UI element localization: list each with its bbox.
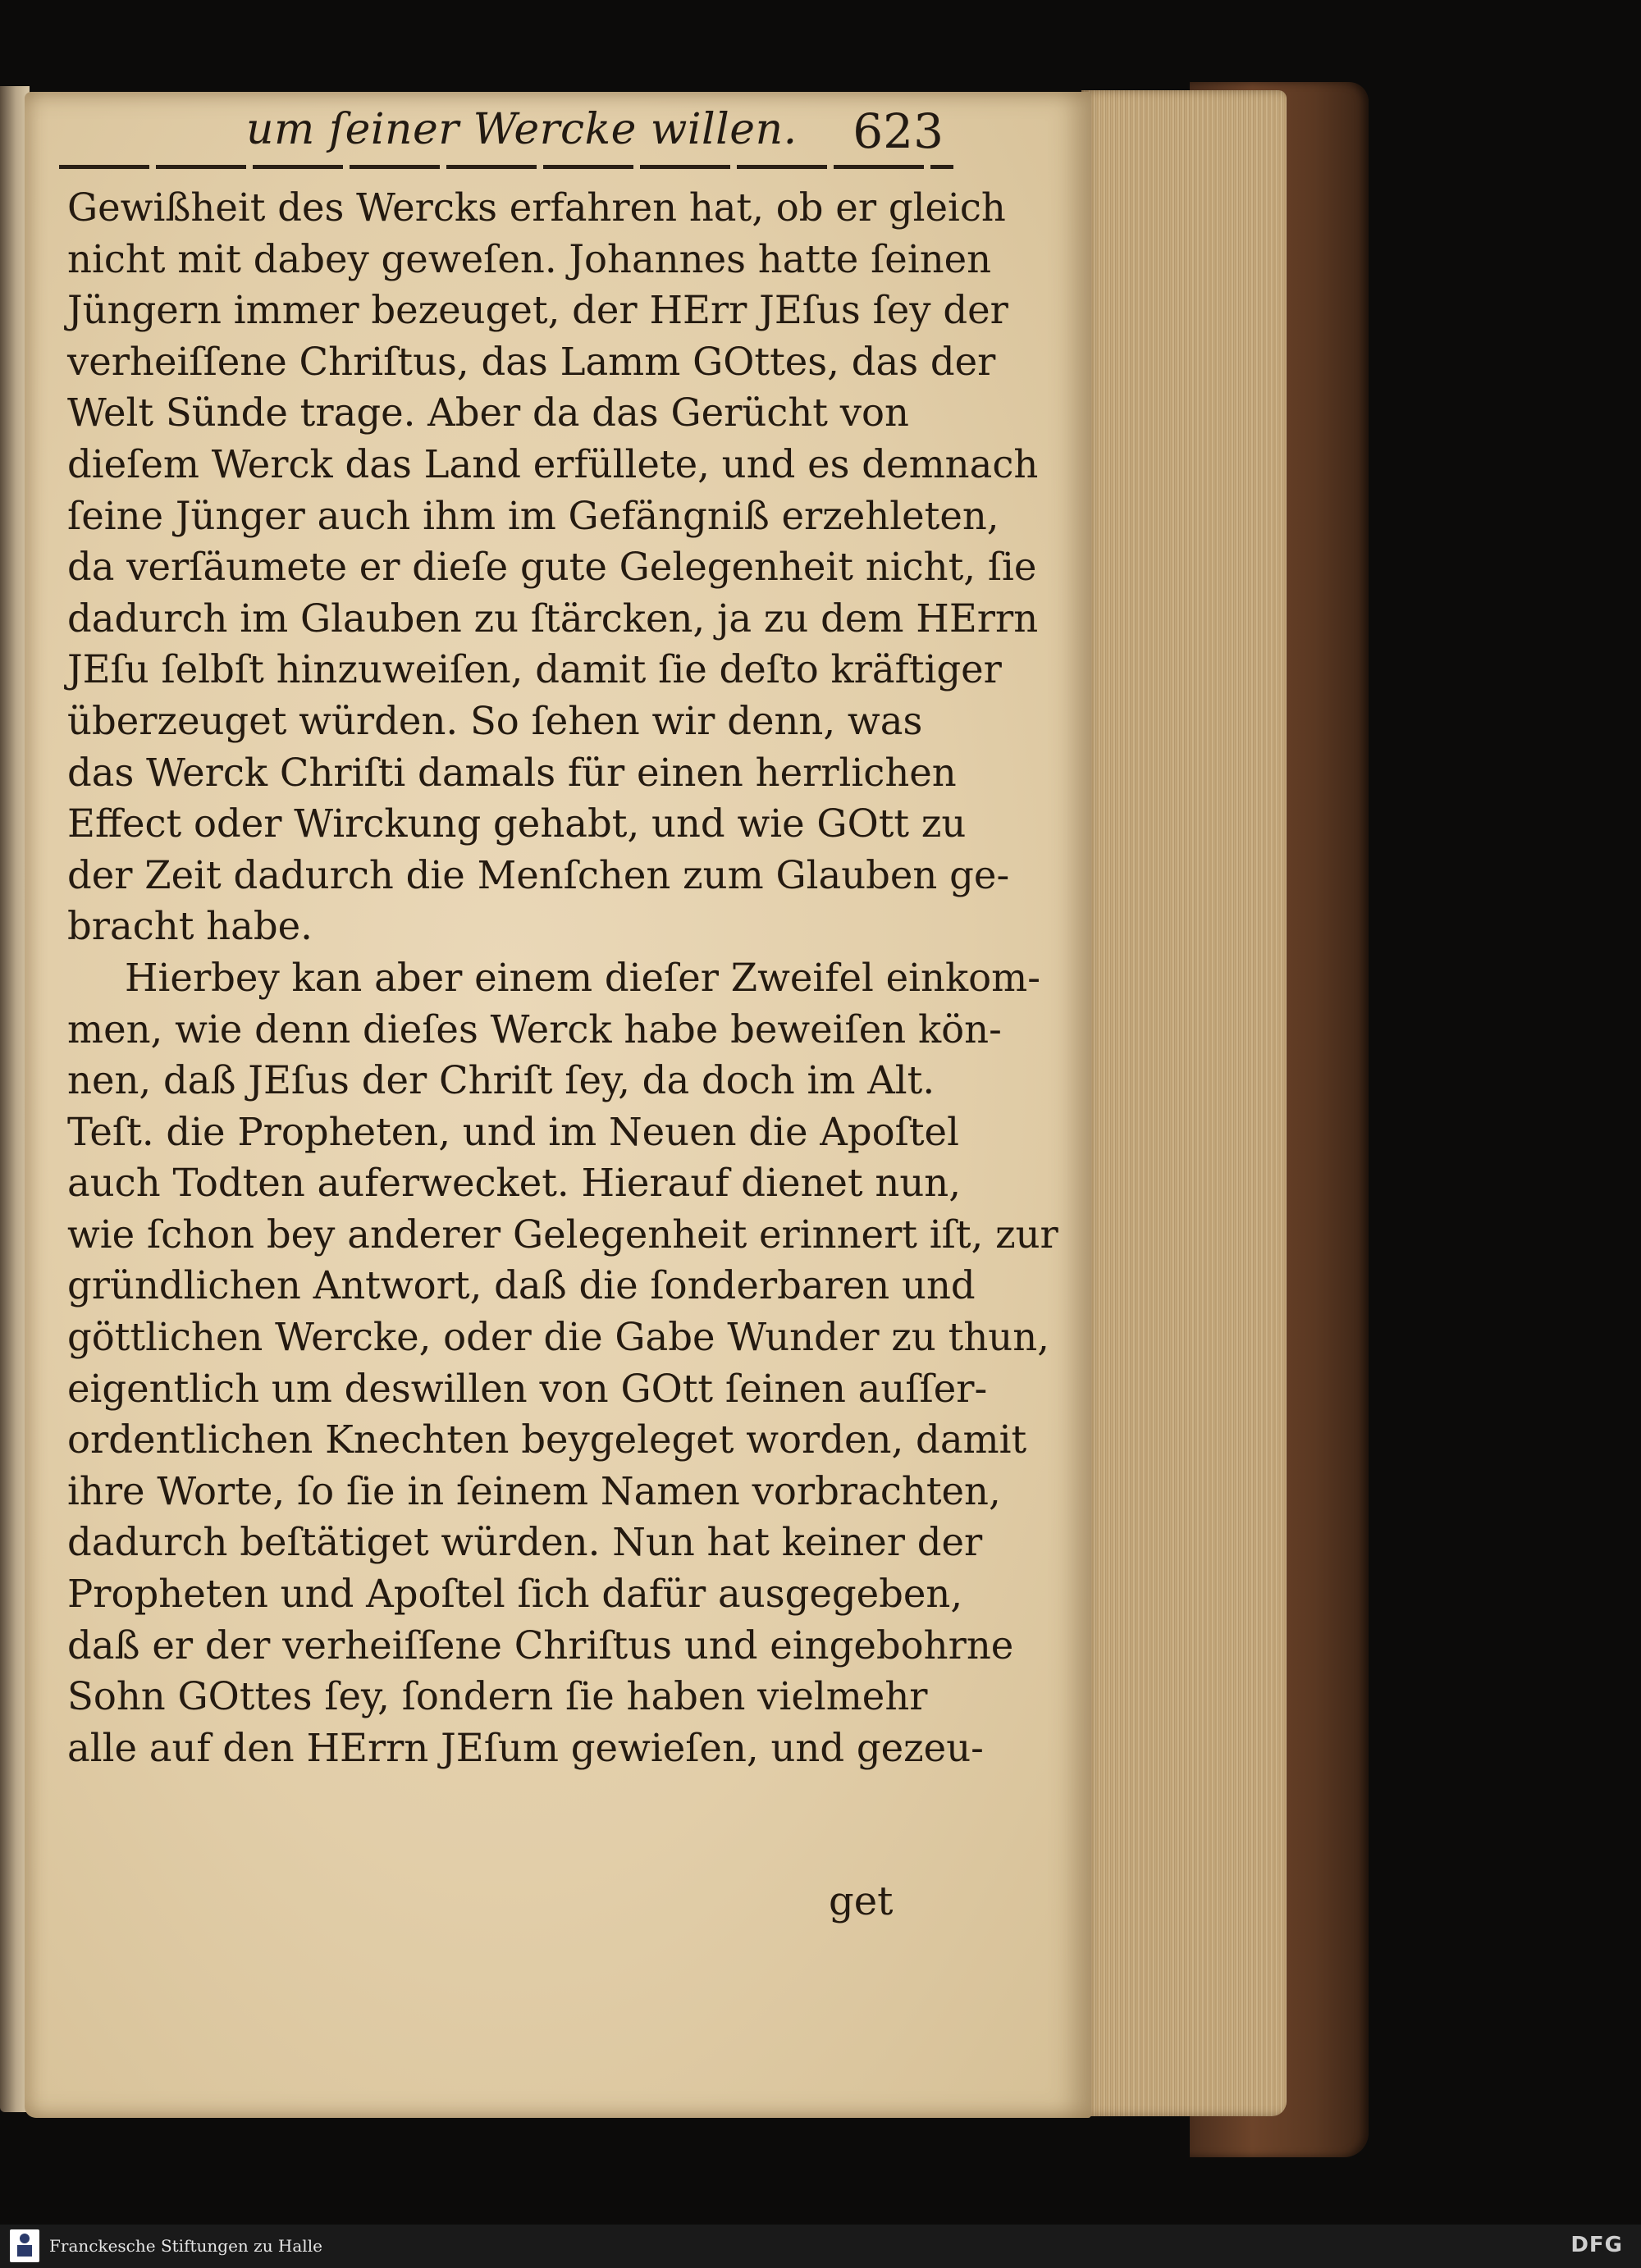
text-line: ihre Worte, ſo ſie in ſeinem Namen vorbrachten, xyxy=(67,1468,1001,1513)
text-line: Propheten und Apoſtel ſich dafür ausgegeben, xyxy=(67,1572,963,1617)
text-line: das Werck Chriſti damals für einen herrlichen xyxy=(67,750,957,795)
text-line: nicht mit dabey geweſen. Johannes hatte ſeinen xyxy=(67,236,992,281)
text-line: Gewißheit des Wercks erfahren hat, ob er gleich xyxy=(67,185,1006,230)
text-line-paragraph-start: Hierbey kan aber einem dieſer Zweifel einkom- xyxy=(125,955,1040,1000)
text-line: Effect oder Wirckung gehabt, und wie GOtt zu xyxy=(67,801,967,847)
text-line: ordentlichen Knechten beygeleget worden, damit xyxy=(67,1417,1027,1463)
text-line: alle auf den HErrn JEſum gewieſen, und gezeu- xyxy=(67,1725,984,1770)
text-line: da verſäumete er dieſe gute Gelegenheit nicht, ſie xyxy=(67,545,1037,590)
text-line: göttlichen Wercke, oder die Gabe Wunder zu thun, xyxy=(67,1315,1049,1360)
page-number: 623 xyxy=(852,103,944,159)
footer-institution: Franckesche Stiftungen zu Halle xyxy=(49,2236,322,2256)
text-line: Sohn GOttes ſey, ſondern ſie haben vielmehr xyxy=(67,1674,928,1719)
viewer-footer xyxy=(0,2225,1641,2268)
text-line: bracht habe. xyxy=(67,904,313,949)
institution-logo-icon xyxy=(10,2229,39,2262)
text-line: dieſem Werck das Land erfüllete, und es demnach xyxy=(67,441,1039,486)
running-head xyxy=(115,97,944,171)
text-line: Welt Sünde trage. Aber da das Gerücht von xyxy=(67,390,909,436)
head-rule xyxy=(59,165,953,169)
text-line: men, wie denn dieſes Werck habe beweiſen kön- xyxy=(67,1006,1002,1052)
text-line: gründlichen Antwort, daß die ſonderbaren und xyxy=(67,1263,976,1308)
page-block-edges xyxy=(1081,90,1287,2116)
running-title: um ſeiner Wercke willen. xyxy=(246,105,798,154)
text-line: verheiſſene Chriſtus, das Lamm GOttes, das der xyxy=(67,339,996,384)
text-line: Jüngern immer bezeuget, der HErr JEſus ſey der xyxy=(67,288,1008,333)
text-line: auch Todten auferwecket. Hierauf dienet nun, xyxy=(67,1161,962,1206)
text-line: Teſt. die Propheten, und im Neuen die Apoſtel xyxy=(67,1109,959,1154)
catchword: get xyxy=(829,1878,894,1924)
text-line: der Zeit dadurch die Menſchen zum Glauben ge- xyxy=(67,852,1010,897)
text-line: JEſu ſelbſt hinzuweiſen, damit ſie deſto kräftiger xyxy=(67,647,1002,692)
body-text xyxy=(67,182,1058,1773)
text-line: dadurch beſtätiget würden. Nun hat keiner der xyxy=(67,1520,983,1565)
text-line: wie ſchon bey anderer Gelegenheit erinnert iſt, zur xyxy=(67,1212,1058,1257)
dfg-logo: DFG xyxy=(1570,2233,1623,2257)
text-line: ſeine Jünger auch ihm im Gefängniß erzehleten, xyxy=(67,493,999,538)
text-line: eigentlich um deswillen von GOtt ſeinen auſſer- xyxy=(67,1366,988,1411)
text-line: dadurch im Glauben zu ſtärcken, ja zu dem HErrn xyxy=(67,596,1039,641)
text-line: nen, daß JEſus der Chriſt ſey, da doch im Alt. xyxy=(67,1058,935,1103)
text-line: überzeuget würden. So ſehen wir denn, was xyxy=(67,698,923,743)
text-line: daß er der verheiſſene Chriſtus und eingebohrne xyxy=(67,1622,1014,1668)
